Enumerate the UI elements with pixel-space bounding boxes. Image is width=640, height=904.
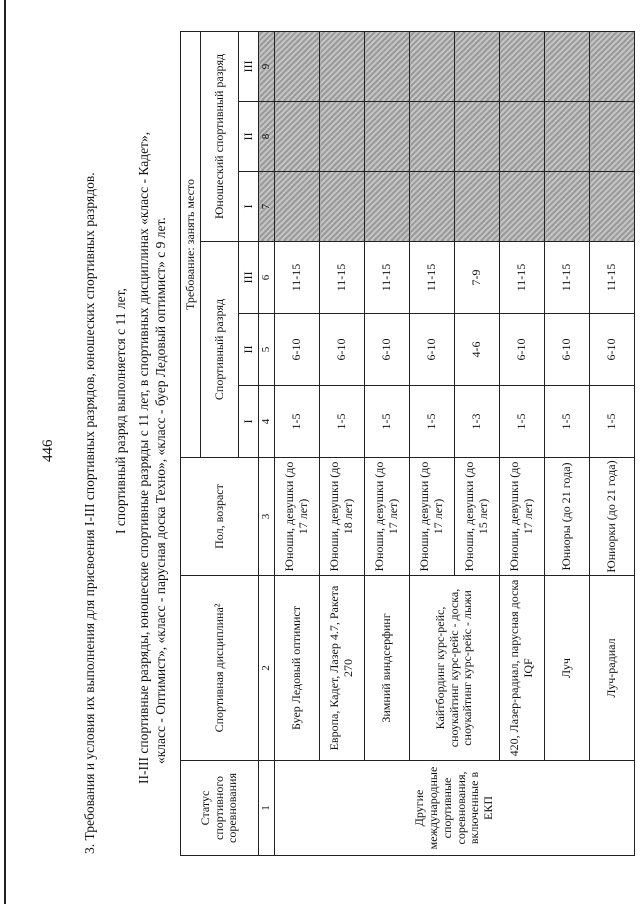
header-discipline: Спортивная дисциплина² (181, 576, 259, 761)
rule-first-rank: I спортивный разряд выполняется с 11 лет, (113, 288, 128, 534)
youth-rank-cell (455, 172, 500, 242)
column-number: 9 (259, 31, 275, 101)
table-row (320, 31, 365, 855)
column-number: 6 (259, 242, 275, 314)
place-rank-1: 1-3 (455, 386, 500, 458)
youth-rank-cell (545, 172, 590, 242)
header-youth-rank-2: II (239, 102, 259, 172)
place-rank-2: 4-6 (455, 314, 500, 386)
discipline-cell: Зимний виндсерфинг (365, 576, 410, 761)
youth-rank-cell (500, 172, 545, 242)
gender-cell: Юноши, девушки (до 17 лет) (500, 458, 545, 576)
discipline-cell: Кайтбординг курс-рейс, сноукайтинг курс-рейс - доска, сноукайтинг курс-рейс - лыжи (410, 576, 500, 761)
discipline-cell: Луч (545, 576, 590, 761)
gender-cell: Юноши, девушки (до 17 лет) (275, 458, 320, 576)
header-youth-rank: Юношеский спортивный разряд (201, 31, 239, 241)
place-rank-2: 6-10 (410, 314, 455, 386)
place-rank-3: 7-9 (455, 242, 500, 314)
gender-cell: Юноши, девушки (до 17 лет) (410, 458, 455, 576)
youth-rank-cell (275, 31, 320, 101)
place-rank-2: 6-10 (365, 314, 410, 386)
column-number: 3 (259, 458, 275, 576)
place-rank-3: 11-15 (500, 242, 545, 314)
place-rank-3: 11-15 (590, 242, 635, 314)
youth-rank-cell (365, 172, 410, 242)
youth-rank-cell (500, 102, 545, 172)
place-rank-3: 11-15 (545, 242, 590, 314)
rule-second-third-ranks: II-III спортивные разряды, юношеские спортивные разряды с 11 лет, в спортивных дисциплинах «класс - Кадет», (136, 131, 151, 784)
place-rank-1: 1-5 (365, 386, 410, 458)
place-rank-3: 11-15 (410, 242, 455, 314)
header-sport-rank: Спортивный разряд (201, 242, 239, 458)
place-rank-3: 11-15 (320, 242, 365, 314)
rule-classes-list: «класс - Оптимист», «класс - парусная доска Техно», «класс - буер Ледовый оптимист» с 9 лет. (153, 217, 168, 764)
youth-rank-cell (545, 102, 590, 172)
gender-cell: Юноши, девушки (до 18 лет) (320, 458, 365, 576)
place-rank-1: 1-5 (410, 386, 455, 458)
youth-rank-cell (590, 102, 635, 172)
page-number: 446 (40, 439, 56, 462)
discipline-cell: Луч-радиал (590, 576, 635, 761)
column-number: 5 (259, 314, 275, 386)
table-row (365, 31, 410, 855)
place-rank-3: 11-15 (275, 242, 320, 314)
place-rank-2: 6-10 (275, 314, 320, 386)
place-rank-1: 1-5 (320, 386, 365, 458)
discipline-cell: 420, Лазер-радиал, парусная доска IQF (500, 576, 545, 761)
youth-rank-cell (365, 102, 410, 172)
header-rank-2: II (239, 314, 259, 386)
youth-rank-cell (545, 31, 590, 101)
status-cell: Другие международные спортивные соревнования, включенные в ЕКП (275, 761, 635, 856)
gender-cell: Юноши, девушки (до 15 лет) (455, 458, 500, 576)
column-number: 2 (259, 576, 275, 761)
header-rank-1: I (239, 386, 259, 458)
gender-cell: Юноши, девушки (до 17 лет) (365, 458, 410, 576)
place-rank-2: 6-10 (590, 314, 635, 386)
youth-rank-cell (320, 31, 365, 101)
header-youth-rank-3: III (239, 31, 259, 101)
youth-rank-cell (275, 102, 320, 172)
youth-rank-cell (500, 31, 545, 101)
youth-rank-cell (410, 31, 455, 101)
gender-cell: Юниорки (до 21 года) (590, 458, 635, 576)
place-rank-1: 1-5 (545, 386, 590, 458)
youth-rank-cell (590, 31, 635, 101)
header-status: Статус спортивного соревнования (181, 761, 259, 856)
place-rank-3: 11-15 (365, 242, 410, 314)
column-number: 4 (259, 386, 275, 458)
table-row (590, 31, 635, 855)
place-rank-2: 6-10 (545, 314, 590, 386)
column-number: 7 (259, 172, 275, 242)
youth-rank-cell (410, 172, 455, 242)
table-row (275, 31, 320, 855)
youth-rank-cell (590, 172, 635, 242)
column-number: 8 (259, 102, 275, 172)
gender-cell: Юниоры (до 21 года) (545, 458, 590, 576)
youth-rank-cell (320, 102, 365, 172)
discipline-cell: Европа, Кадет, Лазер 4.7, Ракета 270 (320, 576, 365, 761)
header-requirement: Требование: занять место (181, 31, 201, 457)
discipline-cell: Буер Ледовый оптимист (275, 576, 320, 761)
section-heading: 3. Требования и условия их выполнения для присвоения I-III спортивных разрядов, юношеских спортивных разрядов. (82, 172, 97, 854)
table-row (410, 31, 455, 855)
place-rank-1: 1-5 (590, 386, 635, 458)
requirements-table (180, 31, 635, 856)
youth-rank-cell (275, 172, 320, 242)
header-rank-3: III (239, 242, 259, 314)
place-rank-1: 1-5 (275, 386, 320, 458)
header-youth-rank-1: I (239, 172, 259, 242)
youth-rank-cell (320, 172, 365, 242)
youth-rank-cell (455, 31, 500, 101)
table-row (500, 31, 545, 855)
place-rank-1: 1-5 (500, 386, 545, 458)
header-gender-age: Пол, возраст (181, 458, 259, 576)
youth-rank-cell (365, 31, 410, 101)
place-rank-2: 6-10 (320, 314, 365, 386)
place-rank-2: 6-10 (500, 314, 545, 386)
youth-rank-cell (410, 102, 455, 172)
column-number: 1 (259, 761, 275, 856)
table-row (545, 31, 590, 855)
youth-rank-cell (455, 102, 500, 172)
